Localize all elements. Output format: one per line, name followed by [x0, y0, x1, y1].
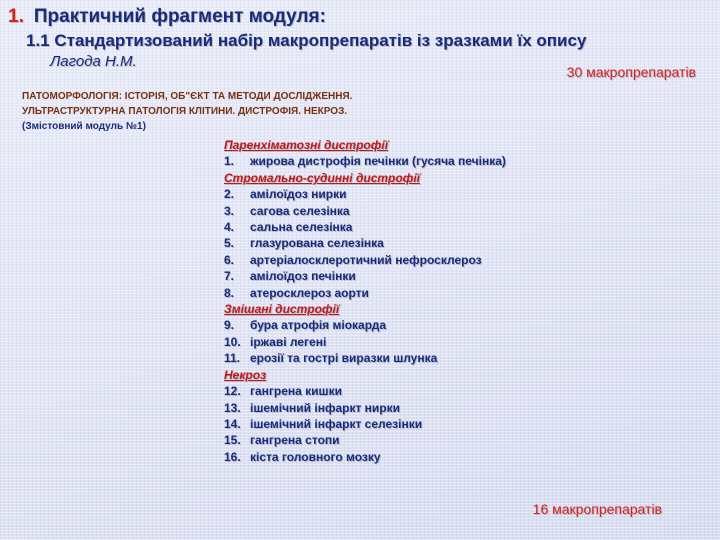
title-text: Практичний фрагмент модуля: [33, 6, 326, 27]
item-number: 14. [224, 416, 241, 431]
item-number: 10. [224, 334, 241, 349]
list-item [224, 334, 524, 350]
section-title: Змішані дистрофії [224, 302, 340, 317]
specimen-list [224, 137, 524, 465]
item-text: сагова селезінка [250, 203, 350, 218]
list-item [224, 350, 524, 366]
item-text: ерозії та гострі виразки шлунка [250, 351, 438, 366]
section-title: Стромально-судинні дистрофії [224, 170, 420, 185]
item-number: 15. [224, 433, 241, 448]
slide-title [8, 6, 326, 28]
item-text: ішемічний інфаркт нирки [250, 400, 401, 415]
item-number: 4. [224, 220, 235, 235]
item-text: ішемічний інфаркт селезінки [250, 416, 423, 431]
item-text: гангрена кишки [250, 384, 342, 399]
list-item [224, 449, 524, 465]
list-item [224, 268, 524, 284]
item-text: амілоїдоз нирки [250, 187, 347, 202]
item-text: кіста головного мозку [250, 449, 381, 464]
item-text: амілоїдоз печінки [250, 269, 356, 284]
item-text: атеросклероз аорти [250, 285, 369, 300]
item-number: 5. [224, 236, 235, 251]
title-number: 1. [8, 6, 24, 27]
module-line-3: (Змістовний модуль №1) [22, 121, 146, 132]
item-number: 13. [224, 400, 241, 415]
list-item [224, 203, 524, 219]
list-item [224, 432, 524, 448]
item-number: 16. [224, 449, 241, 464]
list-item [224, 317, 524, 333]
item-text: гангрена стопи [250, 433, 340, 448]
list-item [224, 219, 524, 235]
item-number: 9. [224, 318, 235, 333]
list-item [224, 416, 524, 432]
item-number: 8. [224, 285, 235, 300]
item-text: глазурована селезінка [250, 236, 384, 251]
item-text: сальна селезінка [250, 220, 353, 235]
module-line-1: ПАТОМОРФОЛОГІЯ: ІСТОРІЯ, ОБ"ЄКТ ТА МЕТОДИ ДОСЛІДЖЕННЯ. [22, 91, 353, 102]
section-title: Паренхіматозні дистрофії [224, 138, 389, 152]
list-item [224, 285, 524, 301]
item-number: 11. [224, 351, 241, 366]
author-name: Лагода Н.М. [50, 53, 137, 70]
list-item [224, 400, 524, 416]
item-text: жирова дистрофія печінки (гусяча печінка) [250, 154, 506, 169]
list-item [224, 235, 524, 251]
item-number: 3. [224, 203, 235, 218]
item-number: 7. [224, 269, 235, 284]
module-description [22, 89, 352, 134]
module-line-2: УЛЬТРАСТРУКТУРНА ПАТОЛОГІЯ КЛІТИНИ. ДИСТРОФІЯ. НЕКРОЗ. [22, 106, 348, 117]
list-item [224, 252, 524, 268]
list-item [224, 153, 524, 169]
item-text: іржаві легені [250, 334, 327, 349]
section-title: Некроз [224, 367, 267, 382]
item-text: бура атрофія міокарда [250, 318, 387, 333]
count-top: 30 макропрепаратів [566, 64, 696, 80]
item-text: артеріалосклеротичний нефросклероз [250, 252, 482, 267]
list-item [224, 383, 524, 399]
item-number: 1. [224, 154, 235, 169]
slide-subtitle: 1.1 Стандартизований набір макропрепаратів із зразками їх опису [26, 31, 587, 50]
item-number: 2. [224, 187, 235, 202]
count-bottom: 16 макропрепаратів [532, 501, 662, 517]
list-item [224, 186, 524, 202]
item-number: 6. [224, 252, 235, 267]
item-number: 12. [224, 384, 241, 399]
